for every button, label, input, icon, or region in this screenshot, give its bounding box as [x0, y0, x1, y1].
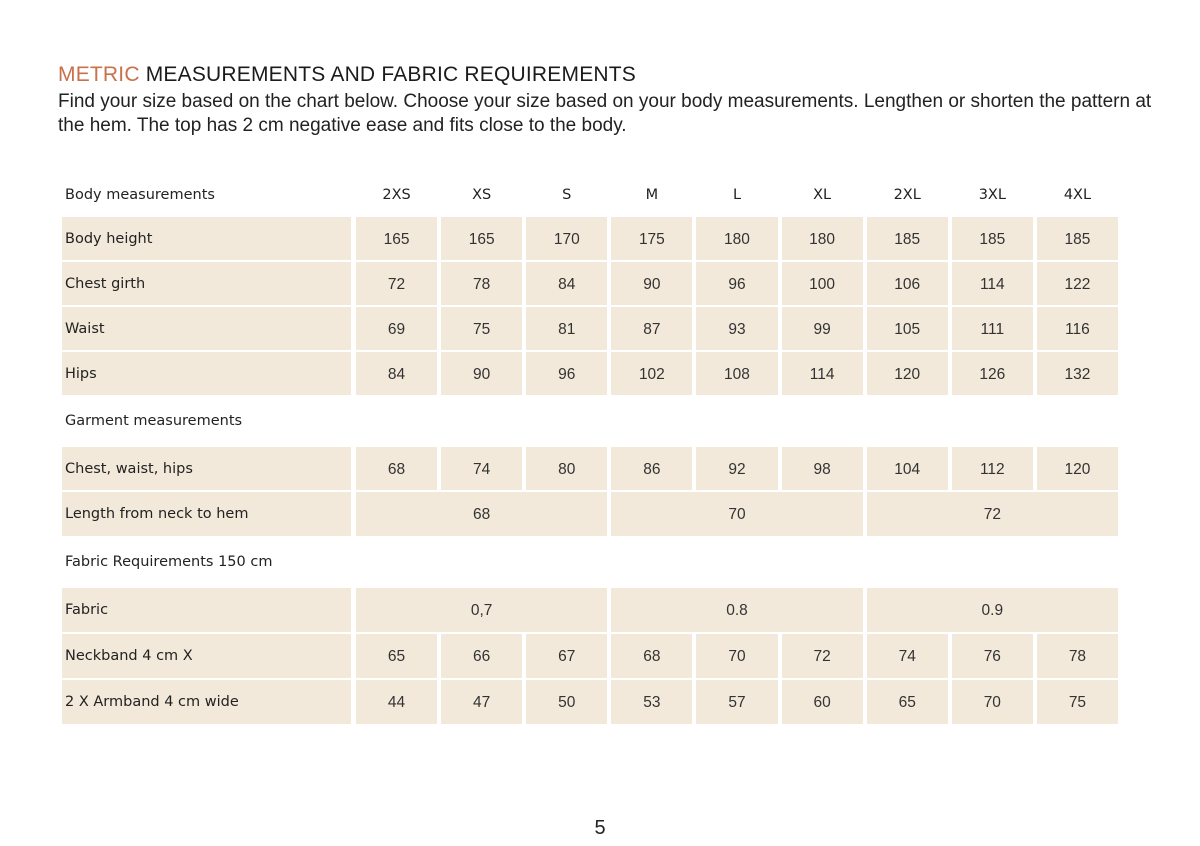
table-row-chest-waist-hips	[62, 447, 1118, 490]
row-label: Hips	[62, 352, 351, 395]
table-cell-group: 72	[867, 492, 1118, 536]
table-cell: 78	[441, 262, 522, 305]
table-cell: 75	[441, 307, 522, 350]
size-header: 3XL	[978, 187, 1006, 203]
table-cell: 120	[1037, 447, 1118, 490]
table-cell: 175	[611, 217, 692, 260]
table-cell: 108	[696, 352, 777, 395]
table-cell: 180	[696, 217, 777, 260]
table-cell: 126	[952, 352, 1033, 395]
size-header: S	[562, 187, 572, 203]
size-header: 2XS	[382, 187, 411, 203]
table-row-fabric	[62, 588, 1118, 632]
table-cell: 87	[611, 307, 692, 350]
table-cell: 105	[867, 307, 948, 350]
row-label: Fabric	[62, 588, 351, 632]
size-header-cells	[356, 175, 1118, 215]
table-cell: 111	[952, 307, 1033, 350]
table-cell: 99	[782, 307, 863, 350]
table-cell: 65	[356, 634, 437, 678]
table-cell: 185	[867, 217, 948, 260]
title-rest: MEASUREMENTS AND FABRIC REQUIREMENTS	[139, 63, 636, 86]
table-cell: 84	[526, 262, 607, 305]
page-number: 5	[594, 817, 606, 839]
table-cell: 165	[441, 217, 522, 260]
table-cell: 96	[696, 262, 777, 305]
table-cell: 47	[441, 680, 522, 724]
table-row-length-neck-to-hem	[62, 492, 1118, 536]
table-cell: 90	[441, 352, 522, 395]
row-label: 2 X Armband 4 cm wide	[62, 680, 351, 724]
table-cell: 50	[526, 680, 607, 724]
size-header-row	[62, 175, 1118, 215]
table-cell: 74	[867, 634, 948, 678]
table-cell: 90	[611, 262, 692, 305]
row-label: Length from neck to hem	[62, 492, 351, 536]
row-label: Waist	[62, 307, 351, 350]
body-measurements-section-label: Body measurements	[65, 187, 215, 203]
table-cell: 72	[782, 634, 863, 678]
table-cell: 114	[952, 262, 1033, 305]
table-row-neckband	[62, 634, 1118, 678]
table-cell: 120	[867, 352, 948, 395]
row-label: Chest girth	[62, 262, 351, 305]
table-cell: 92	[696, 447, 777, 490]
table-cell: 170	[526, 217, 607, 260]
table-cell: 74	[441, 447, 522, 490]
table-cell: 180	[782, 217, 863, 260]
table-cell: 185	[952, 217, 1033, 260]
table-cell: 53	[611, 680, 692, 724]
size-header: M	[645, 187, 659, 203]
table-cell-group: 70	[611, 492, 862, 536]
size-header: L	[732, 187, 742, 203]
table-row-waist	[62, 307, 1118, 350]
table-cell: 116	[1037, 307, 1118, 350]
table-cell: 70	[952, 680, 1033, 724]
garment-section-row	[62, 397, 1118, 445]
table-cell: 165	[356, 217, 437, 260]
size-header: 2XL	[893, 187, 921, 203]
table-cell: 68	[356, 447, 437, 490]
table-cell: 75	[1037, 680, 1118, 724]
table-row-chest-girth	[62, 262, 1118, 305]
table-cell: 80	[526, 447, 607, 490]
table-row-body-height	[62, 217, 1118, 260]
table-cell: 60	[782, 680, 863, 724]
table-cell: 44	[356, 680, 437, 724]
table-cell: 76	[952, 634, 1033, 678]
table-cell: 70	[696, 634, 777, 678]
table-cell: 93	[696, 307, 777, 350]
size-header: 4XL	[1063, 187, 1092, 203]
size-header: XS	[472, 187, 492, 203]
page-title	[58, 63, 636, 87]
table-cell: 68	[611, 634, 692, 678]
table-cell-group: 0.9	[867, 588, 1118, 632]
table-cell: 69	[356, 307, 437, 350]
table-cell: 98	[782, 447, 863, 490]
table-cell: 132	[1037, 352, 1118, 395]
row-label: Chest, waist, hips	[62, 447, 351, 490]
table-cell: 114	[782, 352, 863, 395]
table-cell: 106	[867, 262, 948, 305]
row-label: Body height	[62, 217, 351, 260]
row-label: Neckband 4 cm X	[62, 634, 351, 678]
title-accent: METRIC	[58, 63, 140, 86]
table-cell: 102	[611, 352, 692, 395]
size-chart-table	[62, 175, 1118, 726]
size-header: XL	[813, 187, 832, 203]
table-cell: 96	[526, 352, 607, 395]
table-cell: 66	[441, 634, 522, 678]
table-cell: 57	[696, 680, 777, 724]
table-row-hips	[62, 352, 1118, 395]
table-cell-group: 0.8	[611, 588, 862, 632]
table-row-armband	[62, 680, 1118, 724]
table-cell: 122	[1037, 262, 1118, 305]
garment-measurements-section-label: Garment measurements	[65, 413, 243, 429]
table-cell: 78	[1037, 634, 1118, 678]
table-cell-group: 0,7	[356, 588, 607, 632]
table-cell: 86	[611, 447, 692, 490]
table-cell: 65	[867, 680, 948, 724]
table-cell: 185	[1037, 217, 1118, 260]
table-cell: 72	[356, 262, 437, 305]
table-cell-group: 68	[356, 492, 607, 536]
table-cell: 67	[526, 634, 607, 678]
intro-paragraph: Find your size based on the chart below. Choose your size based on your body measurements. Lengthen or shorten the pattern at the hem. The top has 2 cm negative ease and fits close to the body.	[58, 91, 1152, 136]
fabric-section-row	[62, 538, 1118, 586]
table-cell: 100	[782, 262, 863, 305]
table-cell: 104	[867, 447, 948, 490]
table-cell: 81	[526, 307, 607, 350]
table-cell: 84	[356, 352, 437, 395]
table-cell: 112	[952, 447, 1033, 490]
fabric-requirements-section-label: Fabric Requirements 150 cm	[65, 554, 273, 570]
